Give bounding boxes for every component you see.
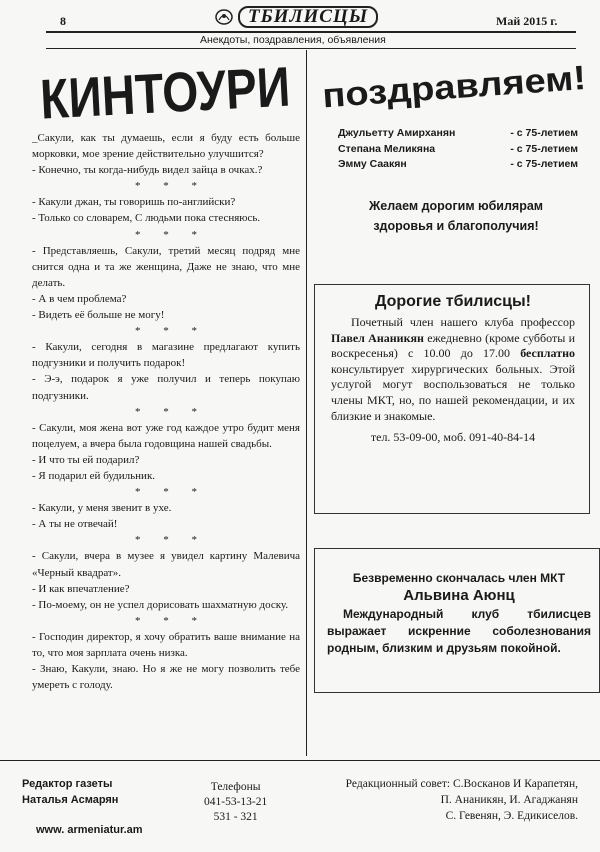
jubilee-name: Эмму Саакян (338, 158, 407, 170)
anecdote-line: - По-моему, он не успел дорисовать шахматную доску. (32, 598, 289, 611)
anecdote-line: - Представляешь, Сакули, третий месяц подряд мне снится одна и та же женщина, Даже не знаю, что мне делать. (32, 244, 300, 289)
anecdote-separator: * * * (135, 534, 207, 547)
anecdote-line: - И как впечатление? (32, 582, 130, 595)
website-link[interactable]: www. armeniatur.am (36, 824, 143, 836)
anecdote-line: - Видеть её больше не могу! (32, 309, 165, 322)
announcement-text: Почетный член нашего клуба профессор (351, 315, 575, 329)
jubilee-name: Степана Меликяна (338, 142, 436, 155)
lion-emblem-icon (214, 8, 234, 26)
page-number: 8 (60, 14, 66, 28)
kintouri-heading (36, 51, 344, 131)
newspaper-logo (214, 6, 378, 28)
obituary-name: Альвина Аюнц (403, 587, 515, 604)
anecdote-line: - Какули джан, ты говоришь по-английски? (32, 196, 236, 209)
announcement-text: консультирует хирургических больных. Этой услугой могут воспользоваться не только члены МКТ, но, по нашей рекомендации, и их близкие и знакомые. (331, 361, 575, 423)
editorial-council (300, 776, 578, 824)
anecdote-separator: * * * (135, 405, 207, 418)
footer-rule (0, 760, 600, 761)
congratulations-heading (318, 60, 594, 116)
anecdotes-list (32, 130, 300, 693)
jubilee-list (338, 126, 578, 173)
obituary-box (314, 548, 600, 693)
jubilee-wish (322, 196, 590, 236)
council-line: Редакционный совет: С.Восканов И Карапетян, (345, 778, 578, 790)
header-rule (46, 31, 576, 33)
announcement-phones: тел. 53-09-00, моб. 091-40-84-14 (370, 430, 536, 445)
jubilee-row (338, 126, 578, 142)
clinic-announcement-box (314, 284, 590, 514)
anecdote-line: - Конечно, ты когда-нибудь видел зайца в очках.? (32, 164, 263, 177)
anecdote-separator: * * * (135, 325, 207, 338)
jubilee-row (338, 142, 578, 158)
phone-number: 041-53-13-21 (204, 796, 268, 808)
anecdote-separator: * * * (135, 486, 207, 499)
congratulations-heading-text: поздравляем! (321, 60, 560, 116)
announcement-body (331, 315, 575, 424)
free-label: бесплатно (520, 346, 576, 361)
anecdote-line: - Какули, у меня звенит в ухе. (32, 502, 172, 515)
anecdote-line: - Сакули, вчера в музее я увидел картину Малевича «Черный квадрат». (32, 550, 300, 579)
anecdote-line: - И что ты ей подарил? (32, 453, 140, 466)
anecdote-separator: * * * (135, 614, 207, 627)
subtitle-rule (46, 48, 576, 49)
phone-number: 531 - 321 (213, 811, 258, 823)
phones-label: Телефоны (210, 781, 261, 793)
editor-name: Наталья Асмарян (22, 794, 119, 806)
editor-block (22, 776, 118, 808)
obituary-line: Безвременно скончалась член МКТ (352, 571, 566, 585)
anecdote-separator: * * * (135, 228, 207, 241)
issue-date: Май 2015 г. (496, 14, 558, 28)
jubilee-name: Джульетту Амирханян (338, 127, 456, 139)
editor-label: Редактор газеты (22, 778, 113, 790)
jubilee-age: - с 75-летием (510, 142, 578, 155)
announcement-text: ежедневно (кроме субботы и воскресенья) с 10.00 до 17.00 (331, 330, 575, 361)
footer-phones (204, 780, 267, 825)
council-line: П. Ананикян, И. Агаджанян (440, 794, 578, 806)
jubilee-age: - с 75-летием (510, 158, 578, 170)
anecdote-line: - Э-э, подарок я уже получил и теперь покупаю подгузники. (32, 373, 300, 402)
obituary-body: Международный клуб тбилисцев выражает искренние соболезнования родным, близким и друзьям покойной. (327, 607, 591, 655)
anecdote-line: - Я подарил ей будильник. (32, 469, 156, 482)
council-line: С. Гевенян, Э. Едикиселов. (445, 810, 578, 822)
anecdote-line: - А в чем проблема? (32, 292, 127, 305)
kintouri-heading-text: КИНТОУРИ (38, 51, 344, 131)
anecdote-line: _Сакули, как ты думаешь, если я буду есть больше морковки, мое зрение действительно улучшится? (32, 132, 300, 161)
jubilee-age: - с 75-летием (510, 127, 578, 139)
professor-name: Павел Ананикян (331, 330, 424, 345)
logo-text: ТБИЛИСЦЫ (238, 6, 378, 28)
section-subtitle: Анекдоты, поздравления, объявления (200, 34, 386, 46)
anecdote-line: - Знаю, Какули, знаю. Но я же не могу позволить тебе умереть с голоду. (32, 663, 300, 692)
anecdote-line: - Сакули, моя жена вот уже год каждое утро будит меня поцелуем, а вчера была годовщина нашей свадьбы. (32, 421, 300, 450)
anecdote-line: - Господин директор, я хочу обратить ваше внимание на то, что моя зарплата очень низка. (32, 630, 300, 659)
anecdote-line: - Только со словарем, С людьми пока стесняюсь. (32, 212, 261, 225)
column-divider (306, 50, 307, 756)
wish-line: здоровья и благополучия! (373, 219, 539, 233)
anecdote-line: - Какули, сегодня в магазине предлагают купить подгузники и получить подарок! (32, 341, 300, 370)
anecdote-line: - А ты не отвечай! (32, 518, 118, 531)
jubilee-row (338, 157, 578, 173)
anecdote-separator: * * * (135, 180, 207, 193)
announcement-title: Дорогие тбилисцы! (374, 293, 532, 310)
wish-line: Желаем дорогим юбилярам (368, 199, 544, 213)
